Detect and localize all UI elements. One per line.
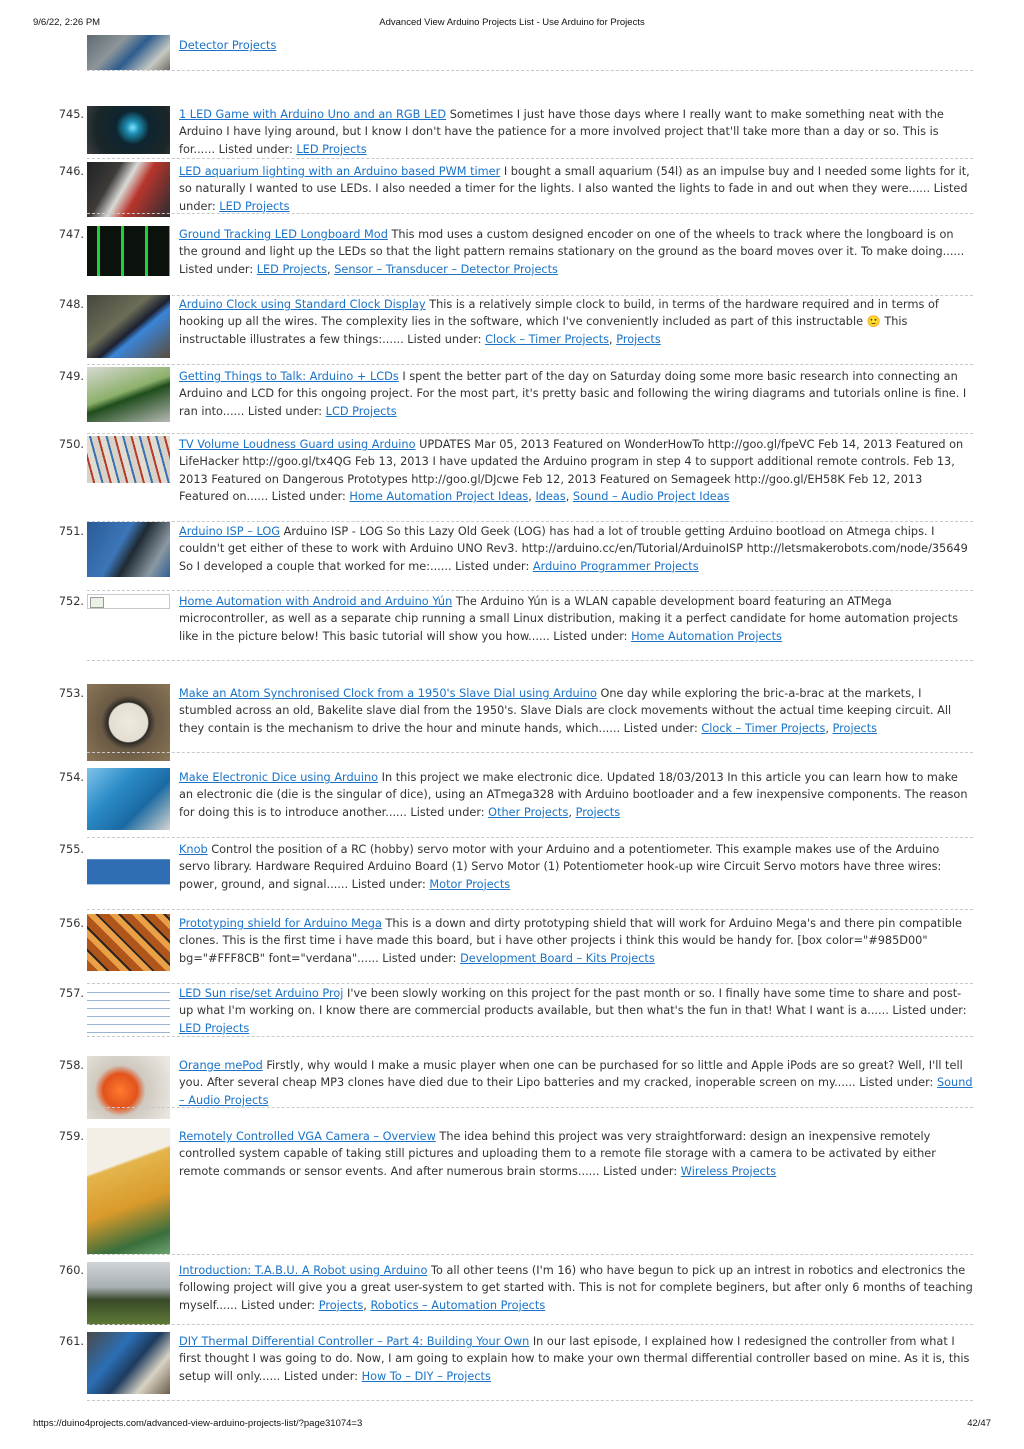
- project-summary: [179, 163, 973, 215]
- category-link[interactable]: Projects: [575, 805, 621, 819]
- project-thumbnail[interactable]: [87, 367, 170, 422]
- project-title-link[interactable]: Getting Things to Talk: Arduino + LCDs: [179, 370, 399, 383]
- project-summary: [179, 436, 973, 506]
- item-number: 749.: [58, 370, 84, 383]
- page-number: 42/47: [967, 1418, 991, 1429]
- listed-under-label: Listed under:: [549, 629, 632, 643]
- project-title-link[interactable]: Orange mePod: [179, 1059, 263, 1072]
- listed-under-label: Listed under:: [888, 1004, 967, 1018]
- project-title-link[interactable]: Home Automation with Android and Arduino Yún: [179, 595, 453, 608]
- project-thumbnail[interactable]: [87, 1128, 170, 1254]
- project-summary: [179, 37, 973, 54]
- item-divider: [87, 1400, 973, 1401]
- listed-under-label: Listed under:: [215, 142, 297, 156]
- project-title-link[interactable]: TV Volume Loudness Guard using Arduino: [179, 438, 416, 451]
- listed-under-label: Listed under:: [599, 1164, 681, 1178]
- item-number: 755.: [58, 843, 84, 856]
- listed-under-label: Listed under:: [378, 951, 461, 965]
- project-title-link[interactable]: Prototyping shield for Arduino Mega: [179, 917, 382, 930]
- project-description: To all other teens (I'm 16) who have begun to pick up an intrest in robotics and electronics the following project will give you a great user-system to get started with. This is not for complete beginers, but after only 6 months of teaching myself......: [179, 1264, 973, 1312]
- project-thumbnail[interactable]: [87, 106, 170, 154]
- project-thumbnail[interactable]: [87, 1332, 170, 1394]
- project-summary: [179, 593, 973, 645]
- project-title-link[interactable]: Remotely Controlled VGA Camera – Overview: [179, 1130, 436, 1143]
- item-number: 745.: [58, 108, 84, 121]
- project-thumbnail[interactable]: [87, 226, 170, 276]
- project-description: UPDATES Mar 05, 2013 Featured on WonderHowTo http://goo.gl/fpeVC Feb 14, 2013 Featured on LifeHacker http://goo.gl/tx4QG Feb 13, 2013 I have updated the Arduino program in step 4 to support additional remote controls. Feb 13, 2013 Featured on Dangerous Prototypes http://goo.gl/DJcwe Feb 12, 2013 Featured on Semageek http://goo.gl/EH58K Feb 12, 2013 Featured on......: [179, 438, 964, 504]
- project-description: One day while exploring the bric-a-brac at the markets, I stumbled across an old, Bakelite slave dial from the 1950's. Slave Dials are clock movements without the actual time keeping circuit. All they contain is the mechanism to drive the hour and minute hands, which......: [179, 687, 952, 735]
- item-number: 746.: [58, 165, 84, 178]
- project-thumbnail[interactable]: [87, 35, 170, 70]
- category-link[interactable]: Home Automation Project Ideas: [349, 490, 529, 504]
- item-divider: [87, 521, 973, 522]
- item-number: 758.: [58, 1059, 84, 1072]
- project-description: I spent the better part of the day on Saturday doing some more basic research into connecting an Arduino and LCD for this ongoing project. For the most part, it's pretty basic and following the wiring diagrams and tutorials online is fine. I ran into......: [179, 370, 967, 418]
- project-thumbnail[interactable]: [87, 162, 170, 217]
- project-description: In this project we make electronic dice. Updated 18/03/2013 In this article you can learn how to make an electronic die (die is the singular of dice), using an ATmega328 with Arduino bootloader and a few inexpensive components. The reason for doing this is to introduce another......: [179, 771, 968, 819]
- project-description: The idea behind this project was very straightforward: design an inexpensive remotely controlled system capable of taking still pictures and uploading them to a remote file storage with a camera to be activated by either remote commands or sensor events. And after numerous brain storms......: [179, 1130, 936, 1178]
- print-title: Advanced View Arduino Projects List - Use Arduino for Projects: [379, 17, 645, 28]
- category-link[interactable]: Clock – Timer Projects: [701, 721, 826, 735]
- item-divider: [87, 213, 973, 214]
- project-thumbnail[interactable]: [87, 1056, 170, 1119]
- category-link[interactable]: Development Board – Kits Projects: [460, 951, 655, 965]
- project-summary: [179, 296, 973, 348]
- project-description: The Arduino Yún is a WLAN capable development board featuring an ATMega microcontroller, as well as a separate chip running a small Linux distribution, making it a perfect candidate for home automation projects like in the picture below! This basic tutorial will show you how......: [179, 595, 959, 643]
- project-thumbnail[interactable]: [87, 985, 170, 1040]
- project-thumbnail[interactable]: [87, 1262, 170, 1325]
- listed-under-label: Listed under:: [406, 805, 489, 819]
- item-number: 759.: [58, 1130, 84, 1143]
- project-title-link[interactable]: 1 LED Game with Arduino Uno and an RGB LED: [179, 108, 447, 121]
- project-description: Control the position of a RC (hobby) servo motor with your Arduino and a potentiometer. This example makes use of the Arduino servo library. Hardware Required Arduino Board (1) Servo Motor (1) Potentiometer hook-up wire Circuit Servo motors have three wires: power, ground, and signal......: [179, 843, 942, 891]
- project-summary: [179, 915, 973, 967]
- listed-under-label: Listed under:: [268, 490, 350, 504]
- item-number: 757.: [58, 987, 84, 1000]
- project-description: This is a relatively simple clock to build, in terms of the hardware required and in terms of hooking up all the wires. The complexity lies in the software, which I've conveniently included as part of this instructable 🙂 This instructable illustrates a few things:......: [179, 298, 939, 346]
- category-link[interactable]: Arduino Programmer Projects: [532, 559, 699, 573]
- item-divider: [87, 909, 973, 910]
- category-link[interactable]: Projects: [318, 1298, 364, 1312]
- listed-under-label: Listed under:: [179, 182, 968, 213]
- listed-under-label: Listed under:: [244, 404, 326, 418]
- listed-under-label: Listed under:: [855, 1076, 937, 1090]
- category-link[interactable]: Projects: [616, 332, 661, 346]
- item-divider: [87, 983, 973, 984]
- project-summary: [179, 106, 973, 158]
- item-divider: [87, 837, 973, 838]
- category-link[interactable]: Sound – Audio Projects: [179, 1076, 973, 1107]
- listed-under-label: Listed under:: [280, 1369, 362, 1383]
- print-datetime: 9/6/22, 2:26 PM: [33, 17, 101, 28]
- project-title-link[interactable]: Make an Atom Synchronised Clock from a 1950's Slave Dial using Arduino: [179, 687, 597, 700]
- project-title-link[interactable]: LED Sun rise/set Arduino Proj: [179, 987, 344, 1000]
- item-number: 754.: [58, 771, 84, 784]
- category-link[interactable]: Ideas: [535, 490, 566, 504]
- category-separator: ,: [363, 1298, 371, 1312]
- project-description: In our last episode, I explained how I redesigned the controller from what I first thought I was going to do. Now, I am going to explain how to make your own thermal differential controller based on mine. As it is, this setup will only......: [179, 1335, 970, 1383]
- project-thumbnail[interactable]: [87, 840, 170, 903]
- project-title-link[interactable]: Ground Tracking LED Longboard Mod: [179, 228, 388, 241]
- project-title-link[interactable]: Detector Projects: [179, 39, 277, 52]
- project-title-link[interactable]: Knob: [179, 843, 208, 856]
- item-divider: [87, 1254, 973, 1255]
- item-divider: [87, 433, 973, 434]
- project-description: This is a down and dirty prototyping shield that will work for Arduino Mega's and there pin compatible clones. This is the first time i have made this board, but i have other projects i think this would be handy for. [box color="#985D00" bg="#FFF8CB" font="verdana"......: [179, 917, 962, 965]
- category-link[interactable]: Clock – Timer Projects: [485, 332, 610, 346]
- project-summary: [179, 1333, 973, 1385]
- category-separator: ,: [609, 332, 617, 346]
- item-number: 756.: [58, 917, 84, 930]
- project-thumbnail[interactable]: [87, 594, 170, 609]
- project-summary: [179, 226, 973, 278]
- project-description: I've been slowly working on this project for the past month or so. I finally have some time to share and post-up what I'm working on. I know there are commercial products available, but then what's the fun in that! What I want is a......: [179, 987, 962, 1018]
- item-divider: [87, 158, 973, 159]
- project-summary: [179, 985, 973, 1037]
- project-summary: [179, 1057, 973, 1109]
- project-summary: [179, 841, 973, 893]
- item-divider: [87, 590, 973, 591]
- item-divider: [87, 752, 973, 753]
- project-title-link[interactable]: Arduino Clock using Standard Clock Display: [179, 298, 426, 311]
- item-number: 753.: [58, 687, 84, 700]
- category-link[interactable]: Other Projects: [488, 805, 569, 819]
- listed-under-label: Listed under:: [348, 877, 430, 891]
- category-link[interactable]: Wireless Projects: [680, 1164, 777, 1178]
- category-link[interactable]: Sensor – Transducer – Detector Projects: [334, 262, 558, 276]
- item-number: 747.: [58, 228, 84, 241]
- listed-under-label: Listed under:: [179, 262, 257, 276]
- item-divider: [87, 1324, 973, 1325]
- project-thumbnail[interactable]: [87, 768, 170, 830]
- listed-under-label: Listed under:: [237, 1298, 319, 1312]
- project-title-link[interactable]: Arduino ISP – LOG: [179, 525, 280, 538]
- category-separator: ,: [327, 262, 335, 276]
- item-number: 748.: [58, 298, 84, 311]
- item-number: 761.: [58, 1335, 84, 1348]
- category-link[interactable]: LED Projects: [179, 1021, 250, 1035]
- project-thumbnail[interactable]: [87, 295, 170, 358]
- category-link[interactable]: LCD Projects: [325, 404, 397, 418]
- category-link[interactable]: Home Automation Projects: [631, 629, 782, 643]
- project-summary: [179, 368, 973, 420]
- project-title-link[interactable]: Introduction: T.A.B.U. A Robot using Arduino: [179, 1264, 428, 1277]
- project-thumbnail[interactable]: [87, 914, 170, 971]
- project-description: Sometimes I just have those days where I really want to make something neat with the Arduino I have lying around, but I know I don't have the patience for a more involved project that'll take more than a day or so. This is for......: [179, 108, 944, 156]
- project-thumbnail[interactable]: [87, 436, 170, 483]
- category-separator: ,: [528, 490, 536, 504]
- category-link[interactable]: Robotics – Automation Projects: [370, 1298, 546, 1312]
- project-description: This mod uses a custom designed encoder on one of the wheels to track where the longboard is on the ground and light up the LEDs so that the light pattern remains stationary on the ground as the board moves over it. To make doing......: [179, 228, 965, 259]
- category-link[interactable]: Projects: [832, 721, 878, 735]
- print-url: https://duino4projects.com/advanced-view-arduino-projects-list/?page31074=3: [33, 1418, 363, 1429]
- item-number: 750.: [58, 438, 84, 451]
- category-separator: ,: [825, 721, 833, 735]
- project-title-link[interactable]: DIY Thermal Differential Controller – Part 4: Building Your Own: [179, 1335, 530, 1348]
- item-divider: [87, 1036, 973, 1037]
- item-divider: [87, 660, 973, 661]
- project-thumbnail[interactable]: [87, 522, 170, 577]
- category-link[interactable]: LED Projects: [219, 199, 290, 213]
- project-description: I bought a small aquarium (54l) as an impulse buy and I needed some lights for it, so naturally I wanted to use LEDs. I also needed a timer for the lights. I also wanted the lights to fade in and out when they were......: [179, 165, 970, 196]
- category-separator: ,: [568, 805, 576, 819]
- listed-under-label: Listed under:: [620, 721, 702, 735]
- item-number: 760.: [58, 1264, 84, 1277]
- project-summary: [179, 1262, 973, 1314]
- category-separator: ,: [565, 490, 573, 504]
- project-thumbnail[interactable]: [87, 684, 170, 761]
- category-link[interactable]: LED Projects: [296, 142, 367, 156]
- item-divider: [87, 1107, 973, 1108]
- item-number: 752.: [58, 595, 84, 608]
- item-divider: [87, 70, 973, 71]
- category-link[interactable]: LED Projects: [256, 262, 328, 276]
- project-title-link[interactable]: LED aquarium lighting with an Arduino based PWM timer: [179, 165, 501, 178]
- project-title-link[interactable]: Make Electronic Dice using Arduino: [179, 771, 379, 784]
- project-description: Firstly, why would I make a music player when one can be purchased for so little and Apple iPods are so great? Well, I'll tell you. After several cheap MP3 clones have died due to their Lipo batteries and my cracked, inoperable screen on my......: [179, 1059, 963, 1090]
- category-link[interactable]: Motor Projects: [429, 877, 511, 891]
- project-summary: [179, 769, 973, 821]
- project-description: Arduino ISP - LOG So this Lazy Old Geek (LOG) has had a lot of trouble getting Arduino bootload on Atmega chips. I couldn't get either of these to work with Arduino UNO Rev3. http://arduino.cc/en/Tutorial/ArduinoISP http://letsmakerobots.com/node/35649 So I developed a couple that worked for me:......: [179, 525, 968, 573]
- project-summary: [179, 685, 973, 737]
- listed-under-label: Listed under:: [403, 332, 486, 346]
- project-summary: [179, 1128, 973, 1180]
- item-divider: [87, 364, 973, 365]
- category-link[interactable]: Sound – Audio Project Ideas: [572, 490, 730, 504]
- project-summary: [179, 523, 973, 575]
- item-number: 751.: [58, 525, 84, 538]
- category-link[interactable]: How To – DIY – Projects: [361, 1369, 491, 1383]
- listed-under-label: Listed under:: [451, 559, 533, 573]
- print-footer: [0, 1418, 1024, 1432]
